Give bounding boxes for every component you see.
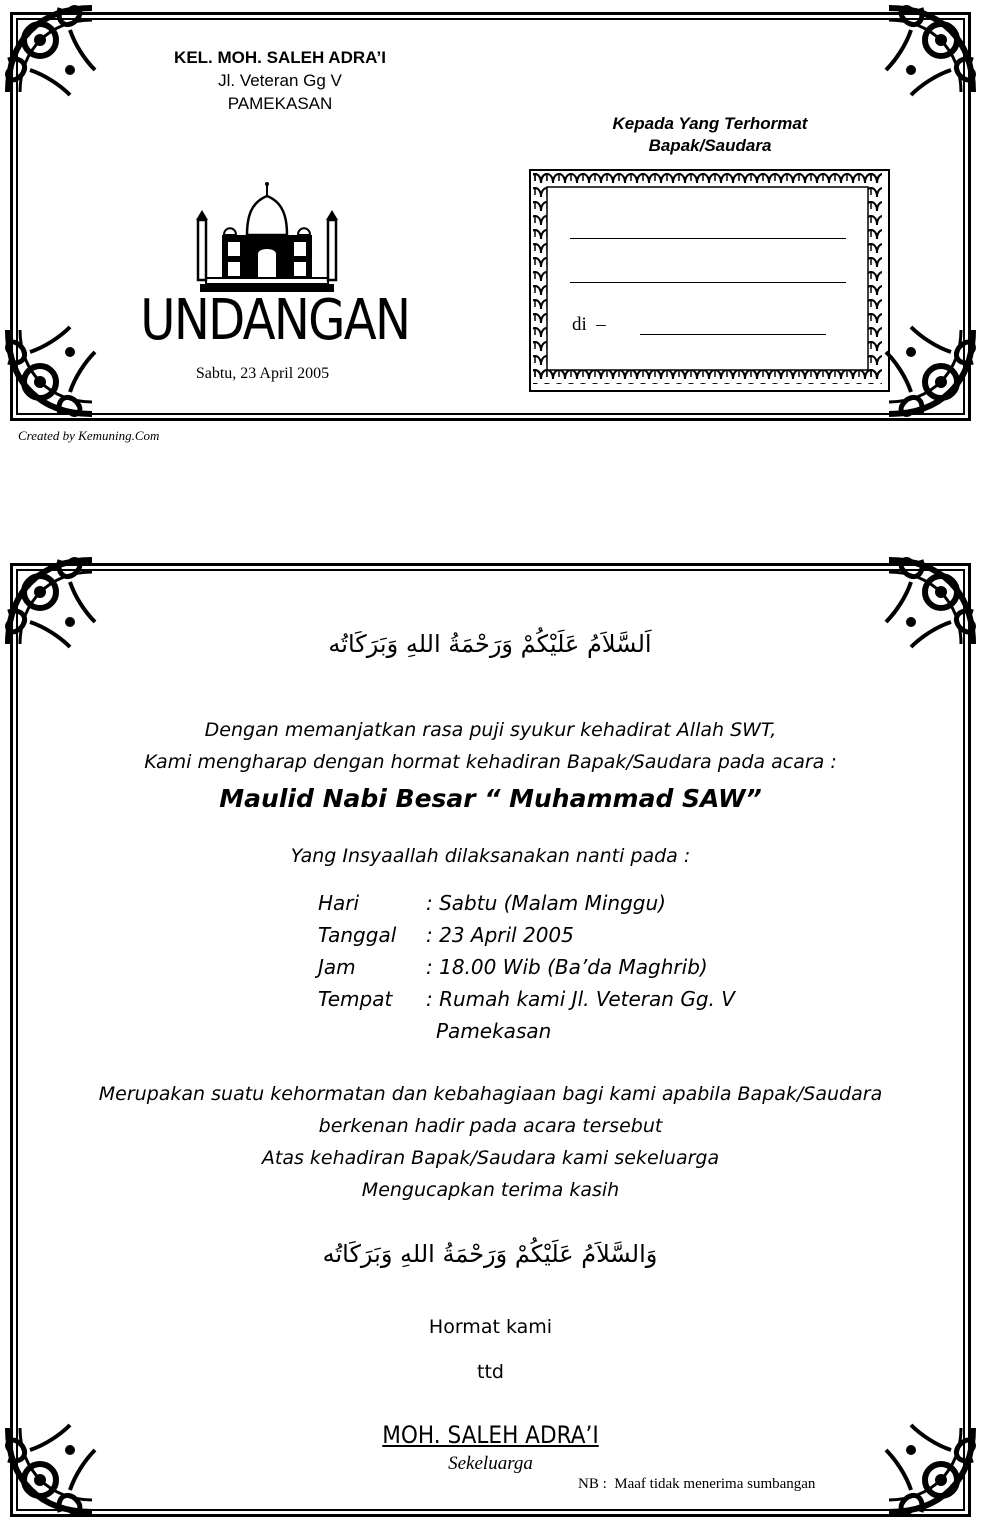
credit-text: Created by Kemuning.Com [18,428,160,443]
detail-value-place: : Rumah kami Jl. Veteran Gg. V [426,987,735,1011]
corner-ornament-icon [0,322,100,422]
sender-street: Jl. Veteran Gg V [218,71,342,90]
detail-value-place-cont: Pamekasan [436,1019,552,1043]
corner-ornament-icon [881,0,981,100]
event-date: Sabtu, 23 April 2005 [195,365,330,382]
signature-mark: ttd [477,1361,504,1383]
detail-label-date: Tanggal [318,923,397,947]
closing-line2: berkenan hadir pada acara tersebut [318,1115,663,1137]
address-line [570,282,846,283]
detail-value-day: : Sabtu (Malam Minggu) [426,891,666,915]
address-box [529,169,890,392]
signer-suffix: Sekeluarga [448,1453,533,1474]
closing-arabic: وَالسَّلاَمُ عَلَيْكُمْ وَرَحْمَةُ اللهِ وَبَرَكَاتُه [322,1240,658,1268]
detail-label-time: Jam [318,955,356,979]
address-di-label: di – [572,314,606,335]
closing-line4: Mengucapkan terima kasih [361,1179,620,1201]
detail-value-date: : 23 April 2005 [426,923,574,947]
mosque-icon [192,180,342,295]
closing-line1: Merupakan suatu kehormatan dan kebahagiaan bagi kami apabila Bapak/Saudara [98,1083,883,1105]
regards-text: Hormat kami [428,1316,553,1338]
greeting-arabic: اَلسَّلاَمُ عَلَيْكُمْ وَرَحْمَةُ اللهِ وَبَرَكَاتُه [328,630,652,658]
sender-city: PAMEKASAN [227,94,333,113]
detail-label-day: Hari [318,891,360,915]
corner-ornament-icon [881,552,981,652]
note-text: NB : Maaf tidak menerima sumbangan [578,1476,816,1492]
corner-ornament-icon [0,0,100,100]
address-line [640,334,826,335]
box-border-pattern-icon [529,169,886,388]
corner-ornament-icon [0,552,100,652]
corner-ornament-icon [881,322,981,422]
opening-line2: Kami mengharap dengan hormat kehadiran Bapak/Saudara pada acara : [144,751,837,773]
sender-name: KEL. MOH. SALEH ADRA’I [174,48,386,67]
signer-name: MOH. SALEH ADRA’I [382,1421,599,1449]
closing-line3: Atas kehadiran Bapak/Saudara kami sekeluarga [261,1147,720,1169]
event-title: Maulid Nabi Besar “ Muhammad SAW” [219,784,762,813]
opening-line1: Dengan memanjatkan rasa puji syukur kehadirat Allah SWT, [204,719,777,741]
detail-value-time: : 18.00 Wib (Ba’da Maghrib) [426,955,708,979]
addressee-line2: Bapak/Saudara [648,136,772,155]
detail-label-place: Tempat [318,987,393,1011]
addressee-line1: Kepada Yang Terhormat [612,114,808,133]
address-line [570,238,846,239]
details-intro: Yang Insyaallah dilaksanakan nanti pada : [290,845,691,867]
invitation-title: UNDANGAN [140,288,410,353]
